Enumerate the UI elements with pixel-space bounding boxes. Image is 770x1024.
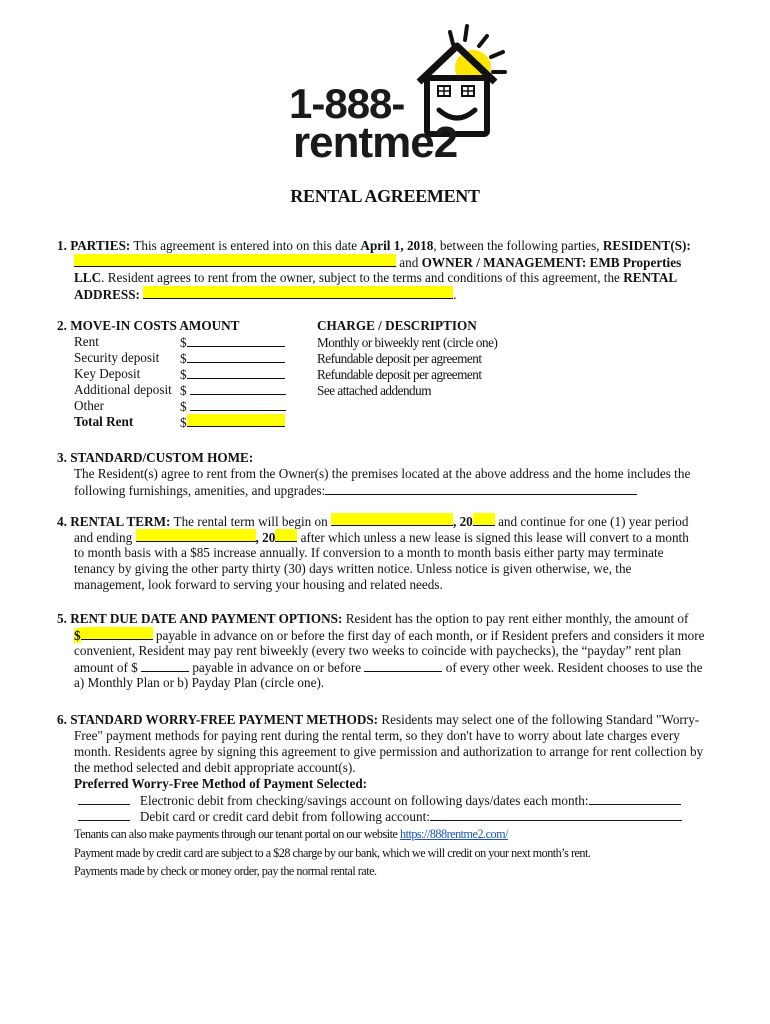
credit-card-charge-note: Payment made by credit card are subject to a $28 charge by our bank, which we will credit on your next month’s rent. — [74, 846, 591, 860]
cost-amount-additional: $ — [180, 382, 286, 399]
parties-line2: and OWNER / MANAGEMENT: EMB Properties — [74, 254, 681, 271]
card-debit-select-field[interactable] — [78, 808, 130, 821]
card-account-field[interactable] — [430, 808, 682, 821]
company-logo — [285, 22, 515, 167]
security-amount-field[interactable] — [187, 350, 285, 363]
rental-term-line2: and ending , 20 after which unless a new lease is signed this lease will convert to a month — [74, 530, 689, 545]
option-electronic-debit: Electronic debit from checking/savings account on following days/dates each month: — [78, 792, 681, 809]
term-start-year-field[interactable] — [473, 513, 495, 526]
payment-options-line5: a) Monthly Plan or b) Payday Plan (circle one). — [74, 675, 325, 690]
resident-label: RESIDENT(S): — [602, 238, 691, 253]
page-title: RENTAL AGREEMENT — [290, 186, 480, 206]
term-end-field[interactable] — [136, 529, 256, 542]
cost-label-additional: Additional deposit — [74, 382, 172, 397]
total-rent-field[interactable] — [187, 414, 285, 427]
logo-line1: 1-888- — [289, 80, 405, 127]
cost-amount-other: $ — [180, 398, 286, 415]
check-payment-note: Payments made by check or money order, pay the normal rental rate. — [74, 864, 377, 878]
rental-term-line5: management, look forward to serving your housing and related needs. — [74, 577, 443, 592]
cost-desc-key: Refundable deposit per agreement — [317, 367, 482, 382]
portal-line: Tenants can also make payments through our tenant portal on our website https://888rentme2.com/ — [74, 827, 508, 841]
cost-label-other: Other — [74, 398, 105, 413]
cost-label-security: Security deposit — [74, 350, 160, 365]
preferred-method-heading: Preferred Worry-Free Method of Payment Selected: — [74, 776, 368, 791]
payment-options-line1: 5. RENT DUE DATE AND PAYMENT OPTIONS: Resident has the option to pay rent either monthly, the amount of — [57, 611, 689, 626]
worry-free-line2: Free" payment methods for paying rent during the rental term, so they don't have to worry about late charges every — [74, 728, 680, 743]
cost-desc-rent: Monthly or biweekly rent (circle one) — [317, 335, 498, 350]
website-link[interactable]: https://888rentme2.com/ — [399, 827, 508, 841]
rental-term-line1: 4. RENTAL TERM: The rental term will begin on , 20 and continue for one (1) year period — [57, 514, 689, 529]
key-amount-field[interactable] — [187, 366, 285, 379]
resident-name-field[interactable] — [74, 254, 396, 267]
worry-free-line4: the method selected and debit appropriate account(s). — [74, 760, 356, 775]
address-label: ADDRESS: — [74, 287, 140, 302]
worry-free-heading: 6. STANDARD WORRY-FREE PAYMENT METHODS: — [57, 712, 379, 727]
cost-amount-total: $ — [180, 414, 285, 431]
cost-amount-key: $ — [180, 366, 285, 383]
rental-address-field[interactable] — [143, 286, 453, 299]
cost-label-key: Key Deposit — [74, 366, 141, 381]
electronic-debit-select-field[interactable] — [78, 792, 130, 805]
monthly-amount-field[interactable] — [81, 627, 153, 640]
standard-home-line1: The Resident(s) agree to rent from the Owner(s) the premises located at the above address and the home includes the — [74, 466, 691, 481]
cost-label-total: Total Rent — [74, 414, 134, 429]
rent-amount-field[interactable] — [187, 334, 285, 347]
charge-description-heading: CHARGE / DESCRIPTION — [317, 318, 477, 333]
parties-line4: ADDRESS: . — [74, 287, 457, 302]
payment-options-line3: convenient, Resident may pay rent biweekly (every two weeks to coincide with paychecks), the “payday” rent plan — [74, 643, 682, 658]
worry-free-line1: 6. STANDARD WORRY-FREE PAYMENT METHODS: Residents may select one of the following Standard "Worry- — [57, 712, 700, 727]
cost-desc-security: Refundable deposit per agreement — [317, 351, 482, 366]
owner-label: OWNER / MANAGEMENT: EMB Properties — [421, 255, 682, 270]
parties-line1: 1. PARTIES: This agreement is entered into on this date April 1, 2018, between the following parties, RESIDENT(S): — [57, 238, 691, 253]
payment-options-line2: $ payable in advance on or before the first day of each month, or if Resident prefers and considers it more — [74, 628, 705, 643]
option-card-debit: Debit card or credit card debit from following account: — [78, 808, 682, 825]
debit-days-field[interactable] — [589, 792, 681, 805]
standard-home-heading: 3. STANDARD/CUSTOM HOME: — [57, 450, 254, 465]
parties-heading: 1. PARTIES: — [57, 238, 131, 253]
parties-line3: LLC. Resident agrees to rent from the owner, subject to the terms and conditions of this agreement, the RENTAL — [74, 270, 678, 285]
term-end-year-field[interactable] — [275, 529, 297, 542]
agreement-date: April 1, 2018 — [360, 238, 434, 253]
additional-amount-field[interactable] — [190, 382, 286, 395]
worry-free-line3: month. Residents agree by signing this agreement to give permission and authorization to arrange for rent collection by — [74, 744, 704, 759]
furnishings-field[interactable] — [325, 482, 637, 495]
rental-term-heading: 4. RENTAL TERM: — [57, 514, 171, 529]
cost-label-rent: Rent — [74, 334, 99, 349]
rental-term-line4: tenancy by giving the other party thirty (30) days written notice. Unless notice is given otherwise, we, the — [74, 561, 632, 576]
payment-options-heading: 5. RENT DUE DATE AND PAYMENT OPTIONS: — [57, 611, 343, 626]
other-amount-field[interactable] — [190, 398, 286, 411]
biweekly-amount-field[interactable] — [141, 659, 189, 672]
cost-desc-additional: See attached addendum — [317, 383, 431, 398]
term-start-field[interactable] — [331, 513, 453, 526]
rental-term-line3: to month basis with a $85 increase annually. If conversion to a month to month basis either party may terminate — [74, 545, 664, 560]
biweekly-date-field[interactable] — [364, 659, 442, 672]
logo-line2: rentme2 — [293, 118, 458, 167]
move-in-costs-heading: 2. MOVE-IN COSTS AMOUNT — [57, 318, 240, 333]
standard-home-line2: following furnishings, amenities, and upgrades: — [74, 482, 637, 499]
cost-amount-security: $ — [180, 350, 285, 367]
cost-amount-rent: $ — [180, 334, 285, 351]
payment-options-line4: amount of $ payable in advance on or before of every other week. Resident chooses to use the — [74, 660, 703, 675]
